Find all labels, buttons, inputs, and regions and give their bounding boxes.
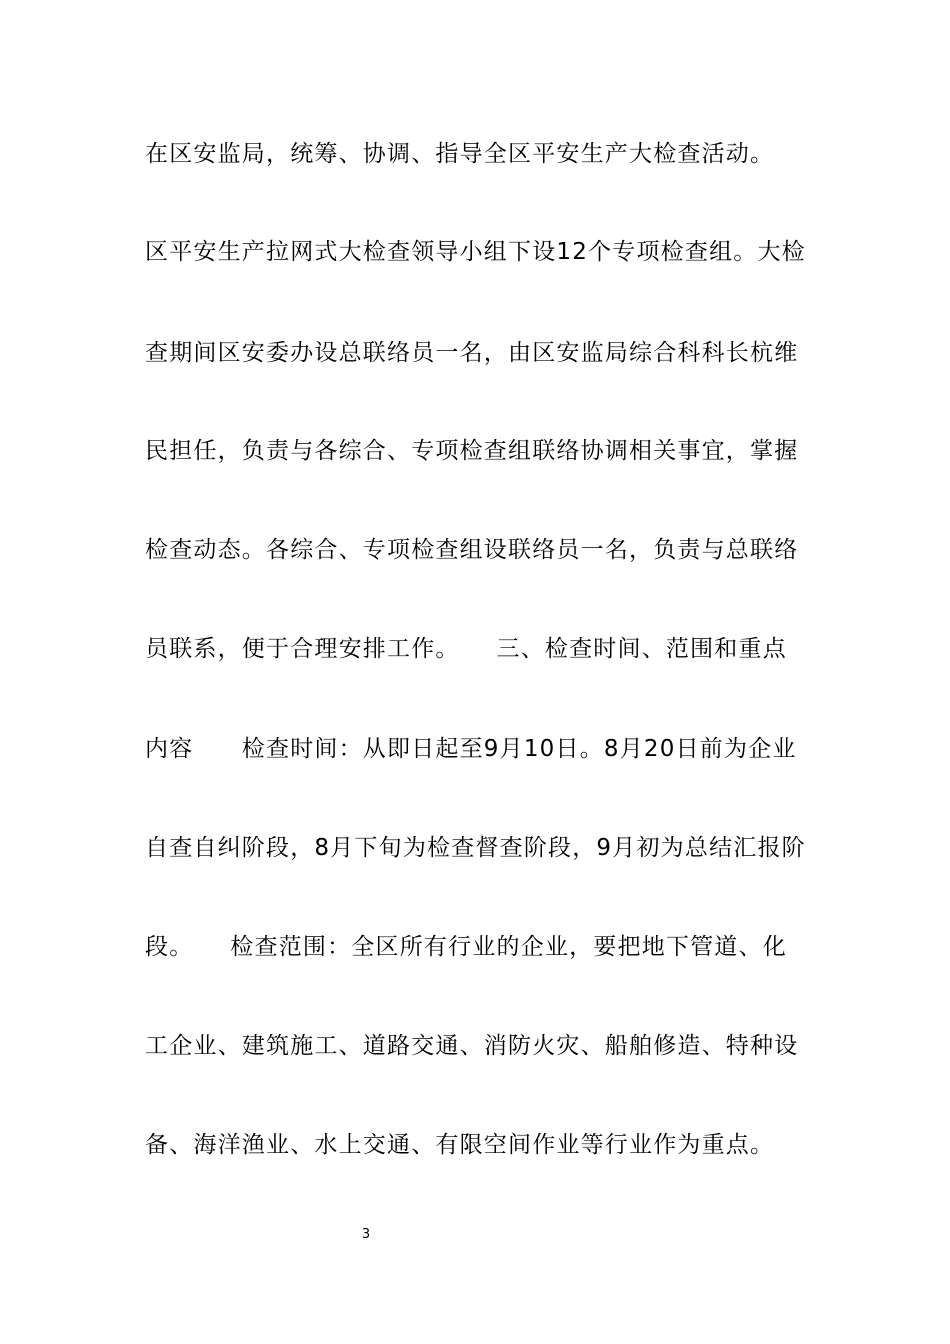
page-number: 3 xyxy=(361,1227,371,1242)
text-line: 自查自纠阶段，8月下旬为检查督查阶段，9月初为总结汇报阶 xyxy=(145,835,806,861)
text-line: 内容 检查时间：从即日起至9月10日。8月20日前为企业 xyxy=(145,736,797,762)
text-line: 查期间区安委办设总联络员一名，由区安监局综合科科长杭维 xyxy=(145,340,799,366)
text-line: 段。 检查范围：全区所有行业的企业，要把地下管道、化 xyxy=(145,934,787,960)
text-line: 工企业、建筑施工、道路交通、消防火灾、船舶修造、特种设 xyxy=(145,1033,799,1059)
text-line: 员联系，便于合理安排工作。 三、检查时间、范围和重点 xyxy=(145,636,787,662)
text-line: 备、海洋渔业、水上交通、有限空间作业等行业作为重点。 xyxy=(145,1132,775,1158)
text-line: 民担任，负责与各综合、专项检查组联络协调相关事宜，掌握 xyxy=(145,438,799,464)
text-line: 检查动态。各综合、专项检查组设联络员一名，负责与总联络 xyxy=(145,537,799,563)
text-line: 在区安监局，统筹、协调、指导全区平安生产大检查活动。 xyxy=(145,141,775,167)
text-line: 区平安生产拉网式大检查领导小组下设12个专项检查组。大检 xyxy=(145,239,806,265)
